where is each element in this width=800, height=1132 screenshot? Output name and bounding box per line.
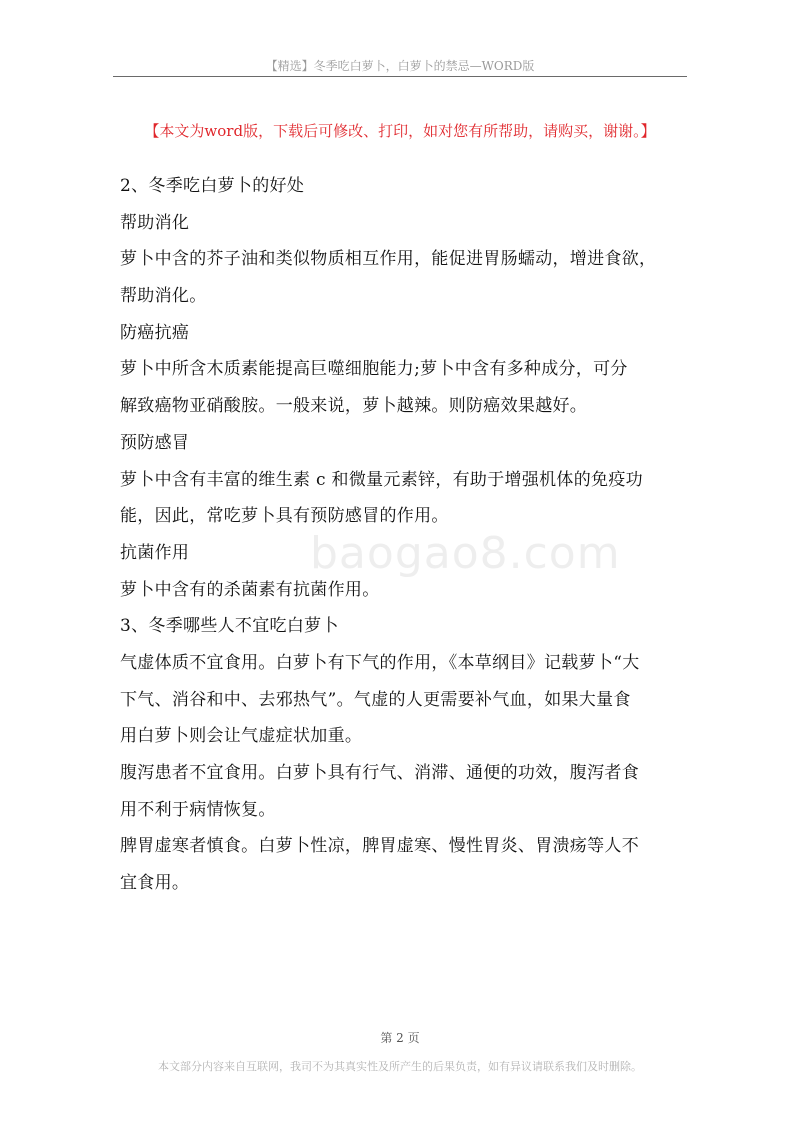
subheading-antibacterial: 抗菌作用 [120, 542, 190, 563]
paragraph-line: 下气、消谷和中、去邪热气”。气虚的人更需要补气血，如果大量食 [120, 689, 631, 710]
paragraph-line: 萝卜中所含木质素能提高巨噬细胞能力;萝卜中含有多种成分，可分 [120, 359, 628, 380]
site-watermark: baogao8.com [310, 528, 621, 579]
paragraph-line: 解致癌物亚硝酸胺。一般来说，萝卜越辣。则防癌效果越好。 [120, 396, 588, 417]
page-header-title: 【精选】冬季吃白萝卜，白萝卜的禁忌—WORD版 [265, 59, 535, 73]
paragraph-line: 用白萝卜则会让气虚症状加重。 [120, 726, 363, 747]
section-heading-benefits: 2、冬季吃白萝卜的好处 [120, 176, 305, 196]
footer-disclaimer: 本文部分内容来自互联网，我司不为其真实性及所产生的后果负责，如有异议请联系我们及时删除。 [158, 1060, 642, 1073]
paragraph-line: 宜食用。 [120, 873, 190, 894]
paragraph-line: 腹泻患者不宜食用。白萝卜具有行气、消滞、通便的功效，腹泻者食 [120, 763, 639, 783]
paragraph-line: 萝卜中含的芥子油和类似物质相互作用，能促进胃肠蠕动，增进食欲， [120, 249, 657, 270]
document-body [120, 168, 680, 902]
paragraph-line: 气虚体质不宜食用。白萝卜有下气的作用，《本草纲目》记载萝卜“大 [120, 652, 640, 673]
subheading-anticancer: 防癌抗癌 [120, 322, 190, 343]
subheading-digestion: 帮助消化 [120, 212, 190, 233]
document-notice: 【本文为word版，下载后可修改、打印，如对您有所帮助，请购买，谢谢。】 [144, 122, 656, 140]
subheading-cold-prevention: 预防感冒 [120, 432, 190, 453]
paragraph-line: 帮助消化。 [120, 286, 207, 307]
section-heading-unsuitable: 3、冬季哪些人不宜吃白萝卜 [120, 616, 339, 637]
paragraph-line: 脾胃虚寒者慎食。白萝卜性凉，脾胃虚寒、慢性胃炎、胃溃疡等人不 [120, 836, 639, 857]
paragraph-line: 用不利于病情恢复。 [120, 799, 276, 820]
paragraph-line: 萝卜中含有的杀菌素有抗菌作用。 [120, 579, 380, 600]
paragraph-line: 能，因此，常吃萝卜具有预防感冒的作用。 [120, 506, 449, 527]
paragraph-line: 萝卜中含有丰富的维生素 c 和微量元素锌，有助于增强机体的免疫功 [120, 469, 643, 490]
page-number: 第 2 页 [380, 1031, 420, 1045]
header-divider [113, 76, 687, 77]
